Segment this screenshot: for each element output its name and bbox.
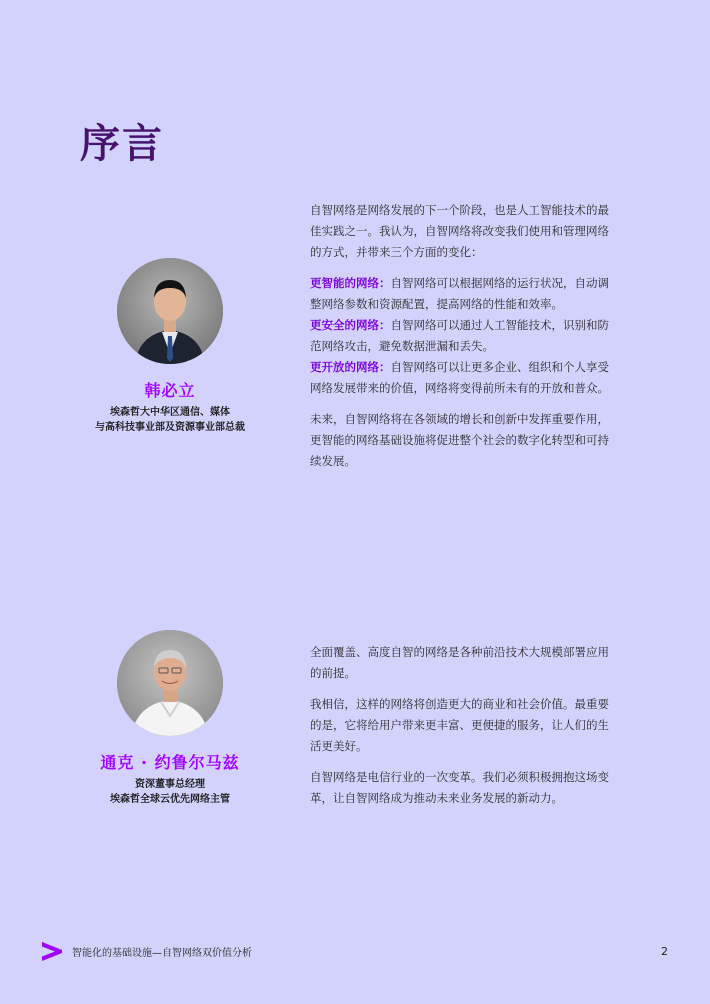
section-2-text (310, 642, 620, 819)
benefit-list (310, 273, 620, 399)
benefit-label: 更开放的网络： (310, 360, 391, 374)
benefit-text: 自智网络可以通过人工智能技术，识别和防范网络攻击，避免数据泄漏和丢失。 (310, 318, 609, 353)
benefit-item (310, 357, 620, 399)
paragraph: 我相信，这样的网络将创造更大的商业和社会价值。最重要的是，它将给用户带来更丰富、更便捷的服务，让人们的生活更美好。 (310, 697, 609, 753)
avatar (117, 630, 223, 736)
person-card-1 (60, 258, 280, 435)
footer-title: 智能化的基础设施—自智网络双价值分析 (72, 948, 252, 959)
portrait-image (117, 630, 223, 736)
person-title-line1: 埃森哲大中华区通信、媒体 (110, 407, 230, 418)
benefit-item (310, 315, 620, 357)
closing-paragraph: 未来，自智网络将在各领域的增长和创新中发挥重要作用，更智能的网络基础设施将促进整个社会的数字化转型和可持续发展。 (310, 412, 609, 468)
page-number: 2 (661, 945, 668, 958)
person-name: 韩必立 (144, 381, 196, 400)
portrait-image (117, 258, 223, 364)
page-title: 序言 (80, 121, 164, 167)
benefit-label: 更安全的网络： (310, 318, 391, 332)
intro-paragraph: 自智网络是网络发展的下一个阶段，也是人工智能技术的最佳实践之一。我认为，自智网络将改变我们使用和管理网络的方式，并带来三个方面的变化： (310, 203, 609, 259)
benefit-item (310, 273, 620, 315)
benefit-label: 更智能的网络： (310, 276, 391, 290)
person-title-line1: 资深董事总经理 (135, 779, 205, 790)
paragraph: 全面覆盖、高度自智的网络是各种前沿技术大规模部署应用的前提。 (310, 645, 609, 680)
paragraph: 自智网络是电信行业的一次变革。我们必须积极拥抱这场变革，让自智网络成为推动未来业务发展的新动力。 (310, 770, 609, 805)
person-name: 通克 · 约鲁尔马兹 (100, 753, 240, 772)
accenture-chevron-icon (40, 941, 64, 965)
person-title-line2: 埃森哲全球云优先网络主管 (110, 794, 230, 805)
avatar (117, 258, 223, 364)
section-1-text (310, 200, 620, 482)
benefit-text: 自智网络可以根据网络的运行状况，自动调整网络参数和资源配置，提高网络的性能和效率。 (310, 276, 609, 311)
person-title-line2: 与高科技事业部及资源事业部总裁 (95, 422, 245, 433)
person-card-2 (60, 630, 280, 807)
benefit-text: 自智网络可以让更多企业、组织和个人享受网络发展带来的价值，网络将变得前所未有的开放和普众。 (310, 360, 609, 395)
